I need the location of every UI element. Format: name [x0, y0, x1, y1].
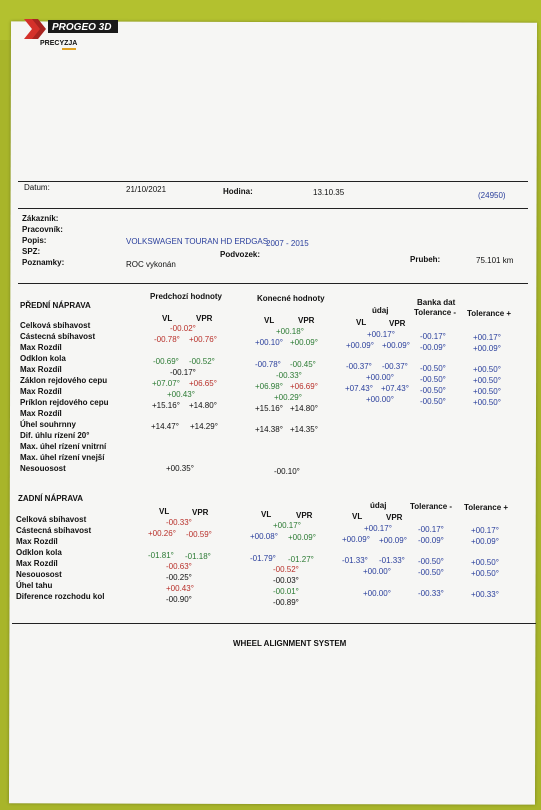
front-prev-pri-vpr: +14.80° [189, 401, 217, 410]
row-label-max4: Max Rozdíl [20, 409, 62, 418]
front-prev-uhel-vl: +14.47° [151, 422, 179, 431]
row-label-odklon: Odklon kola [20, 354, 66, 363]
rear-label-odklon: Odklon kola [16, 548, 62, 557]
rear-prev-celkova: -00.33° [166, 518, 192, 527]
row-label-maxvn: Max. úhel rízení vnitrní [20, 442, 107, 451]
row-label-max1: Max Rozdíl [20, 343, 62, 352]
front-prev-celkova: -00.02° [170, 324, 196, 333]
rear-tolp-cast: +00.09° [471, 537, 499, 546]
front-tolp-odk: +00.50° [473, 365, 501, 374]
hodina-label: Hodina: [223, 187, 253, 196]
prubeh-value: 75.101 km [476, 256, 514, 265]
footer-title: WHEEL ALIGNMENT SYSTEM [233, 639, 347, 648]
podvozek-label: Podvozek: [220, 250, 261, 259]
vehicle-model: VOLKSWAGEN TOURAN HD ERDGAS [126, 237, 269, 246]
front-fin-pri-vl: +15.16° [255, 404, 283, 413]
rear-label-max2: Max Rozdíl [16, 559, 58, 568]
row-label-max3: Max Rozdíl [20, 387, 62, 396]
front-prev-max3: +00.43° [167, 390, 195, 399]
rear-udaj-header: údaj [370, 501, 387, 510]
rear-prev-max2: -00.63° [166, 562, 192, 571]
front-prev-odk-vl: -00.69° [153, 357, 179, 366]
rear-tolp-odk: +00.50° [471, 558, 499, 567]
datum-value: 21/10/2021 [126, 185, 167, 194]
rear-tol-plus-header: Tolerance + [464, 503, 509, 512]
rear-fin-vl: VL [261, 510, 272, 519]
rear-bank-odk-vpr: -01.33° [379, 556, 405, 565]
printed-report-sheet [9, 21, 537, 804]
rear-prev-cast-vl: +00.26° [148, 529, 176, 538]
front-prev-nesouosost: +00.35° [166, 464, 194, 473]
front-prev-uhel-vpr: +14.29° [190, 422, 218, 431]
zakaznik-label: Zákazník: [22, 214, 59, 223]
front-fin-nesouosost: -00.10° [274, 467, 300, 476]
rear-fin-vpr: VPR [296, 511, 313, 520]
info-bottom-rule [18, 283, 528, 284]
rear-bank-max2: +00.00° [363, 567, 391, 576]
rear-tolm-celkova: -00.17° [418, 525, 444, 534]
front-fin-uhel-vpr: +14.35° [290, 425, 318, 434]
front-prev-header: Predchozí hodnoty [150, 292, 222, 301]
rear-tolm-cast: -00.09° [418, 536, 444, 545]
rear-fin-cast-vl: +00.08° [250, 532, 278, 541]
rear-tolp-max2: +00.50° [471, 569, 499, 578]
logo-underline [62, 48, 76, 50]
front-udaj-header: údaj [372, 306, 389, 315]
poznamky-label: Poznamky: [22, 258, 65, 267]
front-fin-odk-vl: -00.78° [255, 360, 281, 369]
record-id: (24950) [478, 191, 506, 200]
logo-brand-text: PROGEO 3D [52, 22, 112, 33]
rear-bank-cast-vpr: +00.09° [379, 536, 407, 545]
front-fin-celkova: +00.18° [276, 327, 304, 336]
rear-label-celkova: Celková sbíhavost [16, 515, 87, 524]
front-tolm-max3: -00.50° [420, 397, 446, 406]
rear-prev-vl: VL [159, 507, 170, 516]
front-fin-pri-vpr: +14.80° [290, 404, 318, 413]
datum-label: Datum: [24, 183, 50, 192]
front-prev-pri-vl: +15.16° [152, 401, 180, 410]
rear-label-castecna: Cástecná sbíhavost [16, 526, 92, 535]
hodina-value: 13.10.35 [313, 188, 345, 197]
poznamky-value: ROC vykonán [126, 260, 176, 269]
rear-prev-nesouosost: -00.25° [166, 573, 192, 582]
front-axle-title: PŘEDNÍ NÁPRAVA [20, 301, 91, 310]
row-label-zaklon: Záklon rejdového cepu [20, 376, 108, 385]
front-prev-zak-vl: +07.07° [152, 379, 180, 388]
logo-sub-text: PRECYZJA [40, 40, 78, 47]
front-tolp-cast: +00.09° [473, 344, 501, 353]
rear-fin-dif: -00.89° [273, 598, 299, 607]
rear-tolm-uhel: -00.33° [418, 589, 444, 598]
front-tolp-zak: +00.50° [473, 387, 501, 396]
rear-prev-odk-vl: -01.81° [148, 551, 174, 560]
rear-tolm-odk: -00.50° [418, 557, 444, 566]
vehicle-years: 2007 - 2015 [266, 239, 309, 248]
rear-tolm-max2: -00.50° [418, 568, 444, 577]
header-bottom-rule [18, 208, 528, 209]
front-tolp-celkova: +00.17° [473, 333, 501, 342]
front-fin-max2: -00.33° [276, 371, 302, 380]
rear-tol-minus-header: Tolerance - [410, 502, 453, 511]
rear-tolp-celkova: +00.17° [471, 526, 499, 535]
front-fin-uhel-vl: +14.38° [255, 425, 283, 434]
rear-bank-uhel: +00.00° [363, 589, 391, 598]
prubeh-label: Prubeh: [410, 255, 441, 264]
front-prev-odk-vpr: -00.52° [189, 357, 215, 366]
front-bank-celkova: +00.17° [367, 330, 395, 339]
front-tolp-max3: +00.50° [473, 398, 501, 407]
rear-bank-vl: VL [352, 512, 363, 521]
header-top-rule [18, 181, 528, 182]
front-prev-max2: -00.17° [170, 368, 196, 377]
row-label-dif: Dif. úhlu rízení 20° [20, 431, 90, 440]
row-label-uhel: Úhel souhrnny [20, 420, 77, 429]
rear-fin-cast-vpr: +00.09° [288, 533, 316, 542]
row-label-max2: Max Rozdíl [20, 365, 62, 374]
front-bank-cast-vl: +00.09° [346, 341, 374, 350]
front-tolm-celkova: -00.17° [420, 332, 446, 341]
front-prev-cast-vpr: +00.76° [189, 335, 217, 344]
front-bank-vpr: VPR [389, 319, 406, 328]
rear-tolp-uhel: +00.33° [471, 590, 499, 599]
progeo-logo [14, 15, 134, 55]
rear-bank-odk-vl: -01.33° [342, 556, 368, 565]
front-fin-zak-vpr: +06.69° [290, 382, 318, 391]
front-fin-max3: +00.29° [274, 393, 302, 402]
front-tol-plus-header: Tolerance + [467, 309, 512, 318]
front-tol-minus-header: Tolerance - [414, 308, 457, 317]
front-bank-cast-vpr: +00.09° [382, 341, 410, 350]
spz-label: SPZ: [22, 247, 41, 256]
rear-fin-odk-vpr: -01.27° [288, 555, 314, 564]
front-bank-vl: VL [356, 318, 367, 327]
rear-fin-max2: -00.52° [273, 565, 299, 574]
rear-prev-cast-vpr: -00.59° [186, 530, 212, 539]
front-fin-zak-vl: +06.98° [255, 382, 283, 391]
rear-bank-vpr: VPR [386, 513, 403, 522]
rear-prev-uhel: +00.43° [166, 584, 194, 593]
rear-prev-vpr: VPR [192, 508, 209, 517]
front-tolm-cast: -00.09° [420, 343, 446, 352]
front-bank-odk-vpr: -00.37° [382, 362, 408, 371]
row-label-celkova: Celková sbíhavost [20, 321, 91, 330]
front-fin-odk-vpr: -00.45° [290, 360, 316, 369]
rear-bank-cast-vl: +00.09° [342, 535, 370, 544]
row-label-maxvj: Max. úhel rízení vnejší [20, 453, 105, 462]
front-final-header: Konecné hodnoty [257, 294, 325, 303]
rear-label-dif: Diference rozchodu kol [16, 592, 105, 601]
front-fin-cast-vl: +00.10° [255, 338, 283, 347]
rear-axle-title: ZADNÍ NÁPRAVA [18, 494, 84, 503]
front-bank-header: Banka dat [417, 298, 456, 307]
front-prev-vpr: VPR [196, 314, 213, 323]
front-bank-odk-vl: -00.37° [346, 362, 372, 371]
front-bank-zak-vpr: +07.43° [381, 384, 409, 393]
front-tolp-max2: +00.50° [473, 376, 501, 385]
pracovnik-label: Pracovník: [22, 225, 63, 234]
rear-fin-nesouosost: -00.03° [273, 576, 299, 585]
front-fin-vl: VL [264, 316, 275, 325]
rear-label-uhel: Úhel tahu [16, 581, 53, 590]
row-label-nesouosost: Nesouosost [20, 464, 66, 473]
rear-label-max1: Max Rozdíl [16, 537, 58, 546]
rear-bank-celkova: +00.17° [364, 524, 392, 533]
rear-prev-odk-vpr: -01.18° [185, 552, 211, 561]
front-tolm-zak: -00.50° [420, 386, 446, 395]
front-tolm-odk: -00.50° [420, 364, 446, 373]
front-fin-cast-vpr: +00.09° [290, 338, 318, 347]
front-tolm-max2: -00.50° [420, 375, 446, 384]
front-bank-max3: +00.00° [366, 395, 394, 404]
popis-label: Popis: [22, 236, 47, 245]
front-fin-vpr: VPR [298, 316, 315, 325]
row-label-castecna: Cástecná sbíhavost [20, 332, 96, 341]
front-prev-vl: VL [162, 314, 173, 323]
front-prev-cast-vl: -00.78° [154, 335, 180, 344]
front-bank-max2: +00.00° [366, 373, 394, 382]
rear-fin-uhel: -00.01° [273, 587, 299, 596]
rear-fin-celkova: +00.17° [273, 521, 301, 530]
row-label-priklon: Príklon rejdového cepu [20, 398, 109, 407]
front-prev-zak-vpr: +06.65° [189, 379, 217, 388]
footer-rule [12, 623, 536, 624]
rear-label-nesouosost: Nesouosost [16, 570, 62, 579]
rear-fin-odk-vl: -01.79° [250, 554, 276, 563]
rear-prev-dif: -00.90° [166, 595, 192, 604]
front-bank-zak-vl: +07.43° [345, 384, 373, 393]
